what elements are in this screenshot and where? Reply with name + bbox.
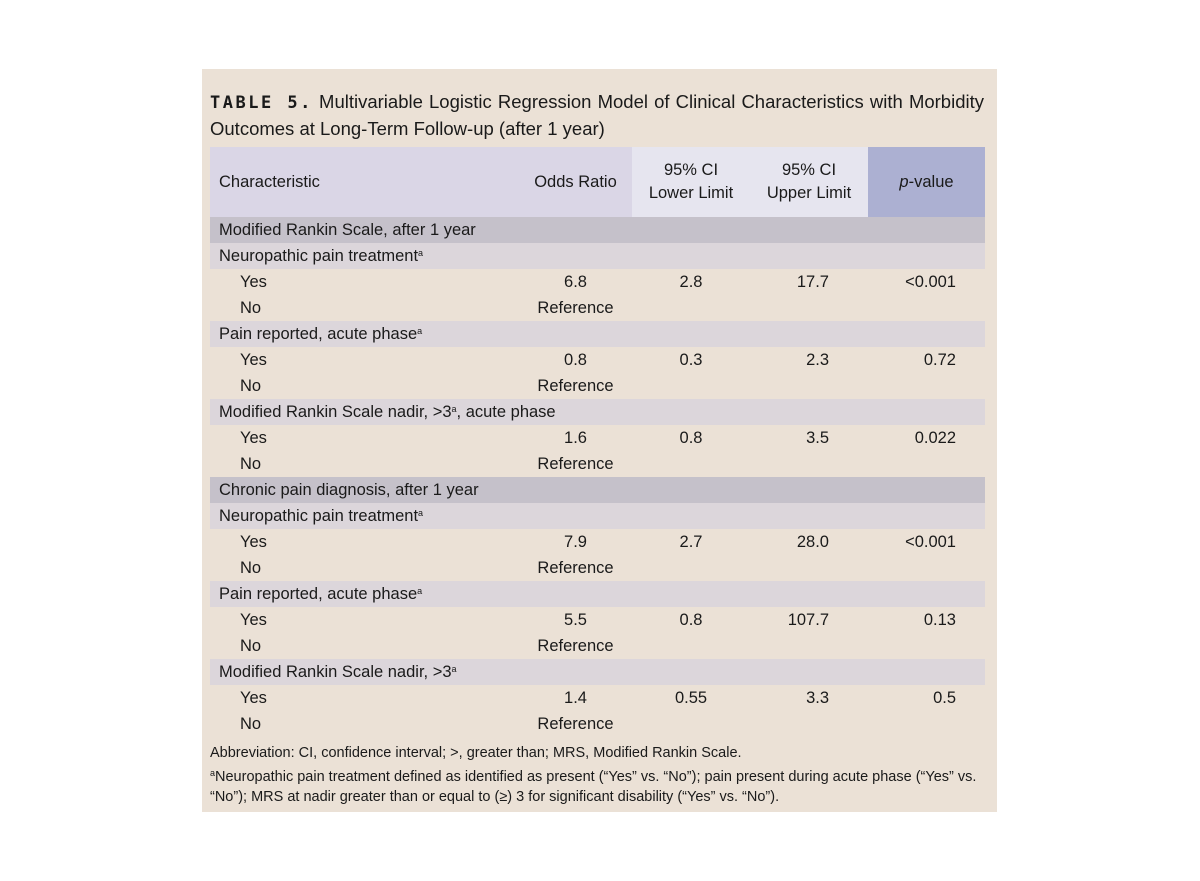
table-row — [210, 425, 985, 451]
header-odds-ratio: Odds Ratio — [519, 147, 632, 217]
table-label: TABLE 5. — [210, 93, 313, 113]
cell-odds-ratio: Reference — [537, 454, 614, 473]
cell-odds-ratio: 1.6 — [564, 428, 587, 447]
row-label: Yes — [240, 688, 267, 707]
cell-characteristic — [210, 585, 519, 604]
subheading-row — [210, 581, 985, 607]
row-label: No — [240, 454, 262, 473]
row-label: Neuropathic pain treatment — [219, 506, 419, 525]
table-footnotes — [210, 743, 985, 807]
table-row — [210, 295, 985, 321]
cell-characteristic — [210, 221, 519, 240]
table-header — [210, 147, 985, 217]
cell-characteristic — [210, 455, 519, 474]
cell-upper-limit: 3.5 — [806, 428, 829, 447]
cell-odds-ratio: Reference — [537, 558, 614, 577]
cell-characteristic — [210, 533, 519, 552]
cell-characteristic — [210, 429, 519, 448]
table-row — [210, 555, 985, 581]
footnote-marker: a — [418, 247, 424, 258]
cell-lower-limit: 2.8 — [679, 272, 703, 291]
table-row — [210, 607, 985, 633]
cell-lower-limit: 0.8 — [679, 428, 703, 447]
cell-characteristic — [210, 273, 519, 292]
cell-characteristic — [210, 663, 519, 682]
table-title — [210, 89, 984, 141]
cell-characteristic — [210, 559, 519, 578]
table-row — [210, 269, 985, 295]
cell-odds-ratio: Reference — [537, 376, 614, 395]
subheading-row — [210, 243, 985, 269]
subheading-row — [210, 659, 985, 685]
header-p-value — [868, 147, 985, 217]
regression-table — [210, 147, 985, 737]
row-label: No — [240, 714, 262, 733]
cell-characteristic — [210, 507, 519, 526]
row-label: Neuropathic pain treatment — [219, 246, 419, 265]
cell-p-value: <0.001 — [905, 272, 956, 291]
table-row — [210, 373, 985, 399]
footnote-text: Neuropathic pain treatment defined as identified as present (“Yes” vs. “No”); pain present during acute phase (“Yes” vs. “No”); MRS at nadir greater than or equal to (≥) 3 for significant disability (“Yes” vs. “No”). — [210, 769, 977, 805]
cell-odds-ratio: 0.8 — [564, 350, 587, 369]
row-label: Pain reported, acute phase — [219, 584, 418, 603]
section-row — [210, 477, 985, 503]
cell-characteristic — [210, 402, 556, 422]
cell-p-value: <0.001 — [905, 532, 956, 551]
footnote-marker: a — [210, 768, 216, 778]
cell-odds-ratio: 6.8 — [564, 272, 587, 291]
cell-upper-limit: 107.7 — [787, 610, 829, 629]
cell-characteristic — [210, 299, 519, 318]
footnote-marker: a — [417, 325, 423, 336]
row-label-suffix: , acute phase — [456, 402, 556, 421]
cell-lower-limit: 0.3 — [679, 350, 703, 369]
row-label: Yes — [240, 428, 267, 447]
cell-lower-limit: 2.7 — [679, 532, 703, 551]
table-row — [210, 347, 985, 373]
footnote-marker: a — [451, 403, 457, 414]
cell-p-value: 0.13 — [923, 610, 956, 629]
row-label: No — [240, 558, 262, 577]
cell-characteristic — [210, 481, 519, 500]
table-row — [210, 685, 985, 711]
cell-lower-limit: 0.55 — [674, 688, 708, 707]
abbreviation-note: Abbreviation: CI, confidence interval; >, greater than; MRS, Modified Rankin Scale. — [210, 745, 742, 761]
cell-characteristic — [210, 247, 519, 266]
cell-odds-ratio: 1.4 — [564, 688, 587, 707]
row-label: Modified Rankin Scale, after 1 year — [219, 220, 476, 239]
cell-characteristic — [210, 351, 519, 370]
row-label: Modified Rankin Scale nadir, >3 — [219, 662, 452, 681]
footnote-marker: a — [418, 507, 424, 518]
table-body — [210, 217, 985, 737]
header-upper-limit — [750, 147, 868, 217]
table-caption: Multivariable Logistic Regression Model of Clinical Characteristics with Morbidity Outcomes at Long-Term Follow-up (after 1 year) — [210, 91, 985, 139]
cell-upper-limit: 2.3 — [806, 350, 829, 369]
row-label: No — [240, 376, 262, 395]
row-label: Chronic pain diagnosis, after 1 year — [219, 480, 479, 499]
cell-upper-limit: 17.7 — [796, 272, 829, 291]
row-label: Yes — [240, 532, 267, 551]
header-lower-line1: 95% CI — [663, 161, 719, 179]
cell-odds-ratio: 7.9 — [564, 532, 587, 551]
subheading-row — [210, 503, 985, 529]
row-label: Pain reported, acute phase — [219, 324, 418, 343]
cell-odds-ratio: Reference — [537, 714, 614, 733]
header-p-italic: p — [899, 172, 909, 191]
cell-upper-limit: 3.3 — [806, 688, 829, 707]
header-lower-limit — [632, 147, 750, 217]
cell-characteristic — [210, 377, 519, 396]
cell-upper-limit: 28.0 — [796, 532, 829, 551]
section-row — [210, 217, 985, 243]
cell-characteristic — [210, 715, 519, 734]
cell-p-value: 0.72 — [923, 350, 956, 369]
table-row — [210, 529, 985, 555]
row-label: No — [240, 298, 262, 317]
footnote-marker: a — [451, 663, 457, 674]
cell-odds-ratio: Reference — [537, 298, 614, 317]
cell-odds-ratio: Reference — [537, 636, 614, 655]
header-upper-line1: 95% CI — [781, 161, 837, 179]
row-label: Modified Rankin Scale nadir, >3 — [219, 402, 452, 421]
header-upper-line2: Upper Limit — [766, 184, 852, 202]
footnote-marker: a — [417, 585, 423, 596]
cell-lower-limit: 0.8 — [679, 610, 703, 629]
cell-odds-ratio: 5.5 — [564, 610, 587, 629]
row-label: Yes — [240, 610, 267, 629]
row-label: No — [240, 636, 262, 655]
table-row — [210, 711, 985, 737]
row-label: Yes — [240, 350, 267, 369]
table-panel — [202, 69, 997, 812]
cell-characteristic — [210, 611, 519, 630]
row-label: Yes — [240, 272, 267, 291]
subheading-row — [210, 321, 985, 347]
cell-p-value: 0.022 — [914, 428, 956, 447]
subheading-row — [210, 399, 985, 425]
table-row — [210, 451, 985, 477]
header-characteristic: Characteristic — [210, 147, 519, 217]
definition-note — [210, 763, 985, 807]
cell-characteristic — [210, 637, 519, 656]
cell-p-value: 0.5 — [933, 688, 956, 707]
cell-characteristic — [210, 325, 519, 344]
cell-characteristic — [210, 689, 519, 708]
header-lower-line2: Lower Limit — [648, 184, 734, 202]
header-p-rest: -value — [908, 172, 954, 191]
table-row — [210, 633, 985, 659]
